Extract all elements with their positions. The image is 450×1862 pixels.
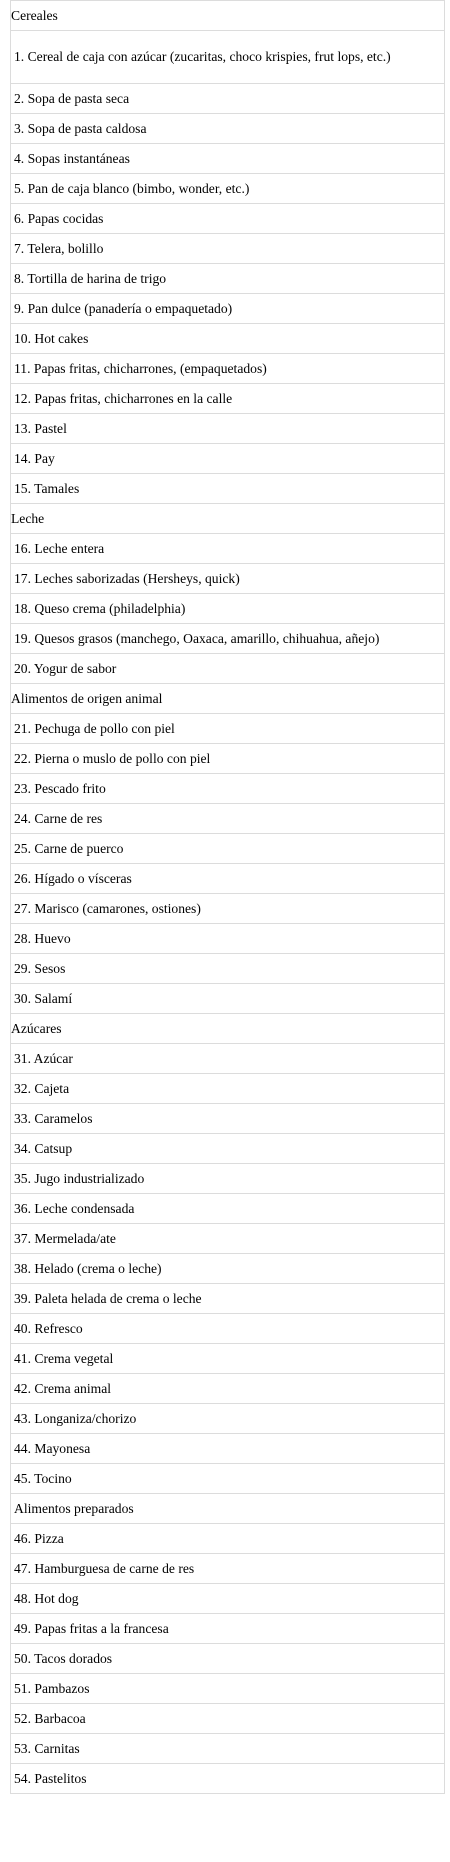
food-item-row bbox=[11, 144, 445, 174]
food-item-cell bbox=[11, 834, 445, 864]
category-cell bbox=[11, 1014, 445, 1044]
food-item-label: 27. Marisco (camarones, ostiones) bbox=[14, 900, 201, 916]
food-item-row bbox=[11, 1704, 445, 1734]
food-item-row bbox=[11, 1584, 445, 1614]
food-item-cell bbox=[11, 1284, 445, 1314]
food-item-cell bbox=[11, 474, 445, 504]
food-item-cell bbox=[11, 774, 445, 804]
category-cell bbox=[11, 1494, 445, 1524]
food-item-label: 44. Mayonesa bbox=[14, 1440, 91, 1456]
food-item-row bbox=[11, 954, 445, 984]
food-item-row bbox=[11, 444, 445, 474]
food-item-label: 8. Tortilla de harina de trigo bbox=[14, 270, 167, 286]
food-item-row bbox=[11, 1344, 445, 1374]
food-item-label: 47. Hamburguesa de carne de res bbox=[14, 1560, 195, 1576]
food-item-row bbox=[11, 1644, 445, 1674]
food-item-cell bbox=[11, 204, 445, 234]
food-item-cell bbox=[11, 1104, 445, 1134]
food-item-row bbox=[11, 834, 445, 864]
food-item-cell bbox=[11, 144, 445, 174]
food-item-label: 16. Leche entera bbox=[14, 540, 105, 556]
category-label: Leche bbox=[11, 510, 45, 526]
food-item-cell bbox=[11, 654, 445, 684]
food-item-label: 18. Queso crema (philadelphia) bbox=[14, 600, 186, 616]
food-item-row bbox=[11, 264, 445, 294]
food-item-cell bbox=[11, 804, 445, 834]
food-item-cell bbox=[11, 1644, 445, 1674]
food-item-cell bbox=[11, 1704, 445, 1734]
food-item-row bbox=[11, 924, 445, 954]
food-item-label: 14. Pay bbox=[14, 450, 55, 466]
food-item-label: 41. Crema vegetal bbox=[14, 1350, 114, 1366]
food-item-cell bbox=[11, 174, 445, 204]
food-item-row bbox=[11, 1764, 445, 1794]
food-item-cell bbox=[11, 714, 445, 744]
category-cell bbox=[11, 684, 445, 714]
food-item-label: 17. Leches saborizadas (Hersheys, quick) bbox=[14, 570, 240, 586]
food-item-label: 15. Tamales bbox=[14, 480, 80, 496]
food-item-cell bbox=[11, 384, 445, 414]
food-item-row bbox=[11, 1134, 445, 1164]
food-item-label: 22. Pierna o muslo de pollo con piel bbox=[14, 750, 211, 766]
food-item-label: 24. Carne de res bbox=[14, 810, 103, 826]
food-item-row bbox=[11, 354, 445, 384]
food-item-cell bbox=[11, 1764, 445, 1794]
food-item-cell bbox=[11, 1734, 445, 1764]
category-row bbox=[11, 1494, 445, 1524]
food-item-label: 53. Carnitas bbox=[14, 1740, 80, 1756]
food-item-row bbox=[11, 234, 445, 264]
food-item-label: 40. Refresco bbox=[14, 1320, 83, 1336]
food-item-label: 6. Papas cocidas bbox=[14, 210, 104, 226]
food-item-row bbox=[11, 1254, 445, 1284]
food-item-cell bbox=[11, 1224, 445, 1254]
food-item-row bbox=[11, 114, 445, 144]
food-item-cell bbox=[11, 1674, 445, 1704]
food-item-row bbox=[11, 534, 445, 564]
food-item-row bbox=[11, 294, 445, 324]
food-item-cell bbox=[11, 31, 445, 84]
food-item-cell bbox=[11, 1164, 445, 1194]
food-item-cell bbox=[11, 864, 445, 894]
food-item-row bbox=[11, 1314, 445, 1344]
food-item-row bbox=[11, 1614, 445, 1644]
food-item-cell bbox=[11, 1194, 445, 1224]
food-item-cell bbox=[11, 354, 445, 384]
food-item-row bbox=[11, 714, 445, 744]
food-list-body bbox=[11, 1, 445, 1794]
food-item-row bbox=[11, 1554, 445, 1584]
food-item-label: 10. Hot cakes bbox=[14, 330, 89, 346]
food-item-label: 33. Caramelos bbox=[14, 1110, 93, 1126]
food-item-row bbox=[11, 984, 445, 1014]
food-item-label: 20. Yogur de sabor bbox=[14, 660, 117, 676]
food-item-label: 9. Pan dulce (panadería o empaquetado) bbox=[14, 300, 233, 316]
category-label: Azúcares bbox=[11, 1020, 62, 1036]
food-item-row bbox=[11, 31, 445, 84]
food-item-row bbox=[11, 204, 445, 234]
food-item-label: 23. Pescado frito bbox=[14, 780, 106, 796]
category-row bbox=[11, 1, 445, 31]
food-item-cell bbox=[11, 1254, 445, 1284]
food-item-label: 12. Papas fritas, chicharrones en la calle bbox=[14, 390, 233, 406]
food-item-row bbox=[11, 84, 445, 114]
food-item-cell bbox=[11, 624, 445, 654]
food-item-row bbox=[11, 324, 445, 354]
food-item-cell bbox=[11, 1404, 445, 1434]
food-item-cell bbox=[11, 1614, 445, 1644]
food-item-label: 43. Longaniza/chorizo bbox=[14, 1410, 137, 1426]
food-item-label: 39. Paleta helada de crema o leche bbox=[14, 1290, 202, 1306]
food-item-cell bbox=[11, 1434, 445, 1464]
food-item-cell bbox=[11, 1344, 445, 1374]
food-item-cell bbox=[11, 954, 445, 984]
food-item-label: 28. Huevo bbox=[14, 930, 71, 946]
food-item-cell bbox=[11, 414, 445, 444]
food-item-cell bbox=[11, 324, 445, 354]
food-item-row bbox=[11, 384, 445, 414]
food-item-row bbox=[11, 414, 445, 444]
food-item-row bbox=[11, 1194, 445, 1224]
food-item-cell bbox=[11, 594, 445, 624]
food-item-label: 52. Barbacoa bbox=[14, 1710, 86, 1726]
food-item-row bbox=[11, 1734, 445, 1764]
food-item-cell bbox=[11, 894, 445, 924]
food-item-label: 26. Hígado o vísceras bbox=[14, 870, 132, 886]
food-item-label: 42. Crema animal bbox=[14, 1380, 112, 1396]
food-item-row bbox=[11, 564, 445, 594]
food-item-label: 11. Papas fritas, chicharrones, (empaquetados) bbox=[14, 360, 267, 376]
food-item-row bbox=[11, 174, 445, 204]
food-item-label: 30. Salamí bbox=[14, 990, 73, 1006]
food-item-label: 19. Quesos grasos (manchego, Oaxaca, amarillo, chihuahua, añejo) bbox=[14, 630, 380, 646]
food-item-cell bbox=[11, 1044, 445, 1074]
food-item-label: 54. Pastelitos bbox=[14, 1770, 87, 1786]
food-list-table bbox=[10, 0, 445, 1794]
food-item-row bbox=[11, 1224, 445, 1254]
food-item-cell bbox=[11, 1074, 445, 1104]
food-item-row bbox=[11, 744, 445, 774]
food-item-label: 13. Pastel bbox=[14, 420, 67, 436]
food-item-cell bbox=[11, 444, 445, 474]
food-item-cell bbox=[11, 264, 445, 294]
food-item-cell bbox=[11, 1314, 445, 1344]
food-item-label: 3. Sopa de pasta caldosa bbox=[14, 120, 147, 136]
food-item-row bbox=[11, 804, 445, 834]
food-item-label: 50. Tacos dorados bbox=[14, 1650, 113, 1666]
food-item-label: 36. Leche condensada bbox=[14, 1200, 135, 1216]
food-item-cell bbox=[11, 114, 445, 144]
food-item-row bbox=[11, 774, 445, 804]
category-row bbox=[11, 504, 445, 534]
food-item-label: 5. Pan de caja blanco (bimbo, wonder, etc.) bbox=[14, 180, 250, 196]
food-item-label: 38. Helado (crema o leche) bbox=[14, 1260, 162, 1276]
food-item-label: 21. Pechuga de pollo con piel bbox=[14, 720, 175, 736]
food-item-cell bbox=[11, 84, 445, 114]
food-item-row bbox=[11, 1404, 445, 1434]
food-item-row bbox=[11, 1074, 445, 1104]
food-item-label: 4. Sopas instantáneas bbox=[14, 150, 130, 166]
food-item-row bbox=[11, 1524, 445, 1554]
food-item-label: 45. Tocino bbox=[14, 1470, 72, 1486]
food-item-cell bbox=[11, 1524, 445, 1554]
food-item-label: 34. Catsup bbox=[14, 1140, 73, 1156]
food-item-label: 2. Sopa de pasta seca bbox=[14, 90, 130, 106]
food-item-row bbox=[11, 1164, 445, 1194]
food-item-row bbox=[11, 654, 445, 684]
food-item-row bbox=[11, 1434, 445, 1464]
food-item-row bbox=[11, 1044, 445, 1074]
food-item-label: 51. Pambazos bbox=[14, 1680, 90, 1696]
food-item-cell bbox=[11, 564, 445, 594]
category-cell bbox=[11, 1, 445, 31]
food-item-cell bbox=[11, 534, 445, 564]
food-item-label: 7. Telera, bolillo bbox=[14, 240, 104, 256]
food-item-cell bbox=[11, 294, 445, 324]
food-item-cell bbox=[11, 234, 445, 264]
category-label: Cereales bbox=[11, 7, 58, 23]
category-row bbox=[11, 684, 445, 714]
food-item-label: 32. Cajeta bbox=[14, 1080, 70, 1096]
food-item-label: 49. Papas fritas a la francesa bbox=[14, 1620, 169, 1636]
category-label: Alimentos de origen animal bbox=[11, 690, 163, 706]
food-item-label: 46. Pizza bbox=[14, 1530, 64, 1546]
food-item-row bbox=[11, 474, 445, 504]
food-item-label: 35. Jugo industrializado bbox=[14, 1170, 145, 1186]
food-item-row bbox=[11, 1104, 445, 1134]
food-item-row bbox=[11, 594, 445, 624]
food-item-label: 31. Azúcar bbox=[14, 1050, 73, 1066]
food-item-label: 37. Mermelada/ate bbox=[14, 1230, 116, 1246]
category-label: Alimentos preparados bbox=[14, 1500, 134, 1516]
category-cell bbox=[11, 504, 445, 534]
food-item-row bbox=[11, 1464, 445, 1494]
food-item-row bbox=[11, 1284, 445, 1314]
food-item-cell bbox=[11, 1584, 445, 1614]
food-item-label: 25. Carne de puerco bbox=[14, 840, 124, 856]
food-item-cell bbox=[11, 984, 445, 1014]
food-item-row bbox=[11, 894, 445, 924]
food-item-cell bbox=[11, 744, 445, 774]
food-item-row bbox=[11, 864, 445, 894]
food-item-cell bbox=[11, 1554, 445, 1584]
food-item-cell bbox=[11, 1464, 445, 1494]
food-item-label: 29. Sesos bbox=[14, 960, 66, 976]
food-item-row bbox=[11, 1674, 445, 1704]
food-item-cell bbox=[11, 1134, 445, 1164]
food-item-cell bbox=[11, 924, 445, 954]
food-item-row bbox=[11, 1374, 445, 1404]
food-item-label: 48. Hot dog bbox=[14, 1590, 79, 1606]
food-item-cell bbox=[11, 1374, 445, 1404]
food-item-label: 1. Cereal de caja con azúcar (zucaritas, choco krispies, frut lops, etc.) bbox=[14, 49, 391, 64]
food-item-row bbox=[11, 624, 445, 654]
category-row bbox=[11, 1014, 445, 1044]
